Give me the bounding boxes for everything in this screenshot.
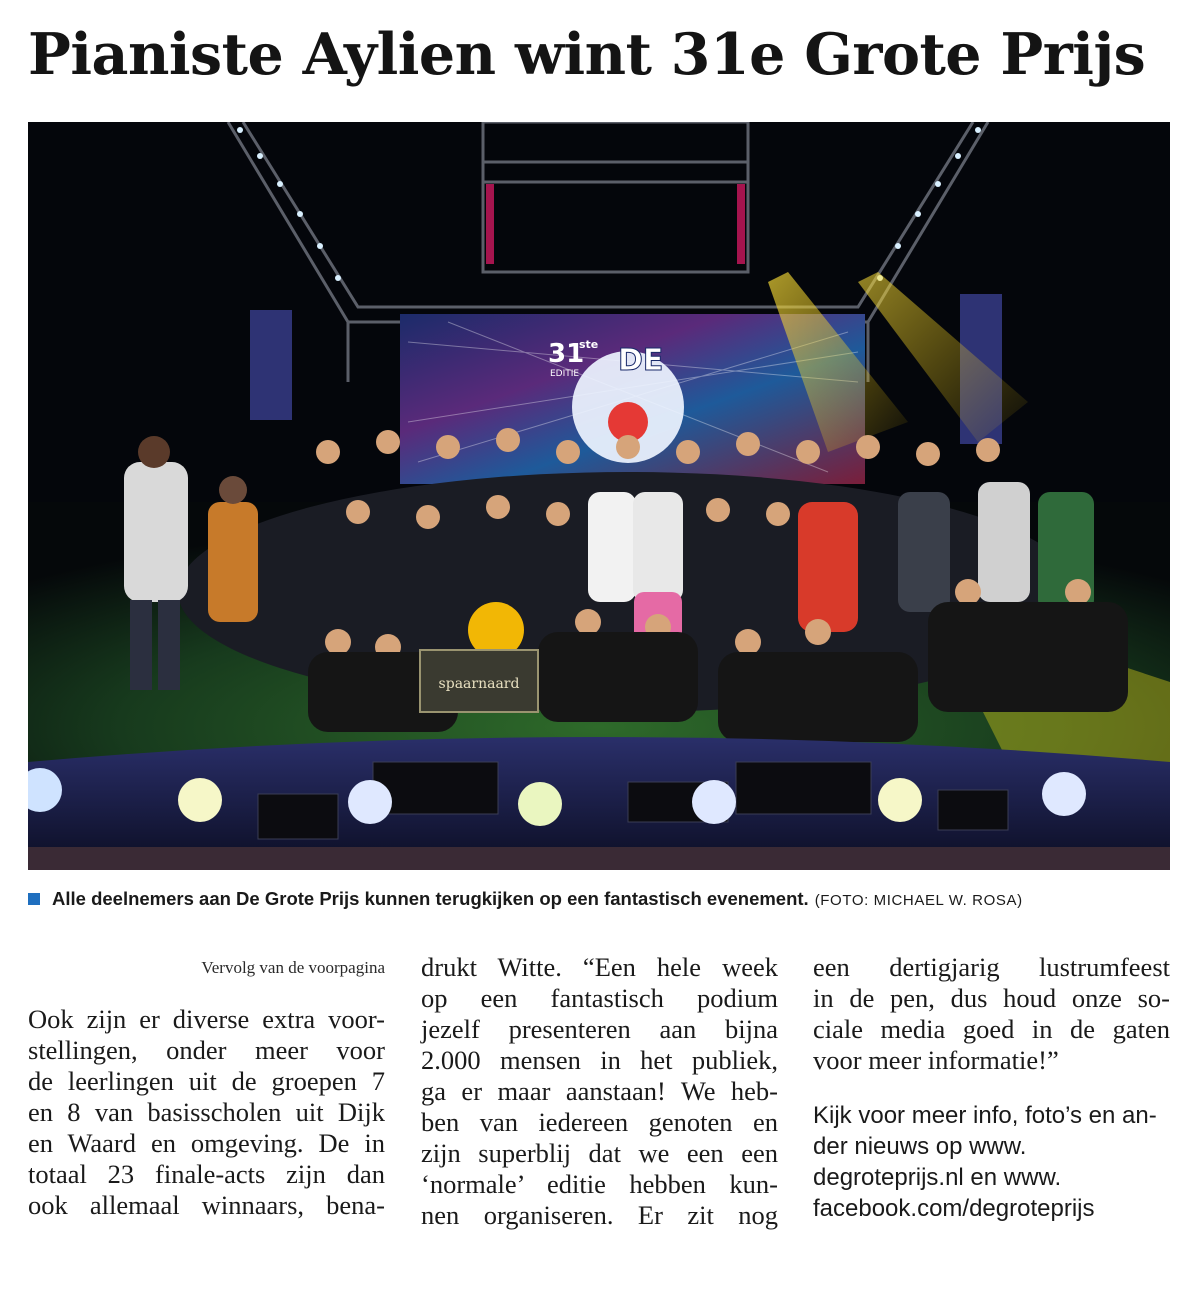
stage-logo-edition: EDITIE xyxy=(550,369,580,379)
stage-logo-word: DE xyxy=(618,343,664,378)
body-line: voor meer informatie!” xyxy=(813,1045,1059,1075)
body-line: jezelf presenteren aan bijna xyxy=(421,1014,778,1044)
article-column-1 xyxy=(28,952,385,1282)
body-line: ook allemaal winnaars, bena- xyxy=(28,1190,385,1220)
body-line: ciale media goed in de gaten xyxy=(813,1014,1170,1044)
info-line: facebook.com/degroteprijs xyxy=(813,1195,1095,1222)
caption-bullet-icon xyxy=(28,893,40,905)
more-info-block xyxy=(813,1100,1170,1224)
continuation-note: Vervolg van de voorpagina xyxy=(201,958,385,977)
body-line: zijn superblij dat we een een xyxy=(421,1138,778,1168)
body-line: en Waard en omgeving. De in xyxy=(28,1128,385,1158)
body-line: nen organiseren. Er zit nog xyxy=(421,1200,778,1230)
caption-text: Alle deelnemers aan De Grote Prijs kunnen terugkijken op een fantastisch evenement. xyxy=(52,888,809,909)
crate-label: spaarnaard xyxy=(438,676,520,692)
stage-logo-number: 31 xyxy=(548,339,585,369)
article-column-2 xyxy=(421,952,778,1282)
body-line: ‘normale’ editie hebben kun- xyxy=(421,1169,778,1199)
article-photo xyxy=(28,122,1170,870)
info-line: der nieuws op www. xyxy=(813,1133,1027,1160)
headline: Pianiste Aylien wint 31e Grote Prijs xyxy=(28,21,1146,88)
photo-caption xyxy=(28,886,1178,912)
info-line: Kijk voor meer info, foto’s en an- xyxy=(813,1102,1157,1129)
body-line: de leerlingen uit de groepen 7 xyxy=(28,1066,385,1096)
body-line: en 8 van basisscholen uit Dijk xyxy=(28,1097,385,1127)
body-line: ga er maar aanstaan! We heb- xyxy=(421,1076,778,1106)
body-line: Ook zijn er diverse extra voor- xyxy=(28,1004,385,1034)
body-line: totaal 23 finale-acts zijn dan xyxy=(28,1159,385,1189)
body-line: een dertigjarig lustrumfeest xyxy=(813,952,1170,982)
body-line: stellingen, onder meer voor xyxy=(28,1035,385,1065)
body-line: in de pen, dus houd onze so- xyxy=(813,983,1170,1013)
body-line: 2.000 mensen in het publiek, xyxy=(421,1045,778,1075)
stage-photo-illustration xyxy=(28,122,1170,870)
body-line: ben van iedereen genoten en xyxy=(421,1107,778,1137)
article-column-3 xyxy=(813,952,1170,1282)
body-line: op een fantastisch podium xyxy=(421,983,778,1013)
body-line: drukt Witte. “Een hele week xyxy=(421,952,778,982)
stage-logo-sup: ste xyxy=(579,338,599,351)
info-line: degroteprijs.nl en www. xyxy=(813,1164,1062,1191)
photo-credit: (FOTO: MICHAEL W. ROSA) xyxy=(814,892,1023,909)
